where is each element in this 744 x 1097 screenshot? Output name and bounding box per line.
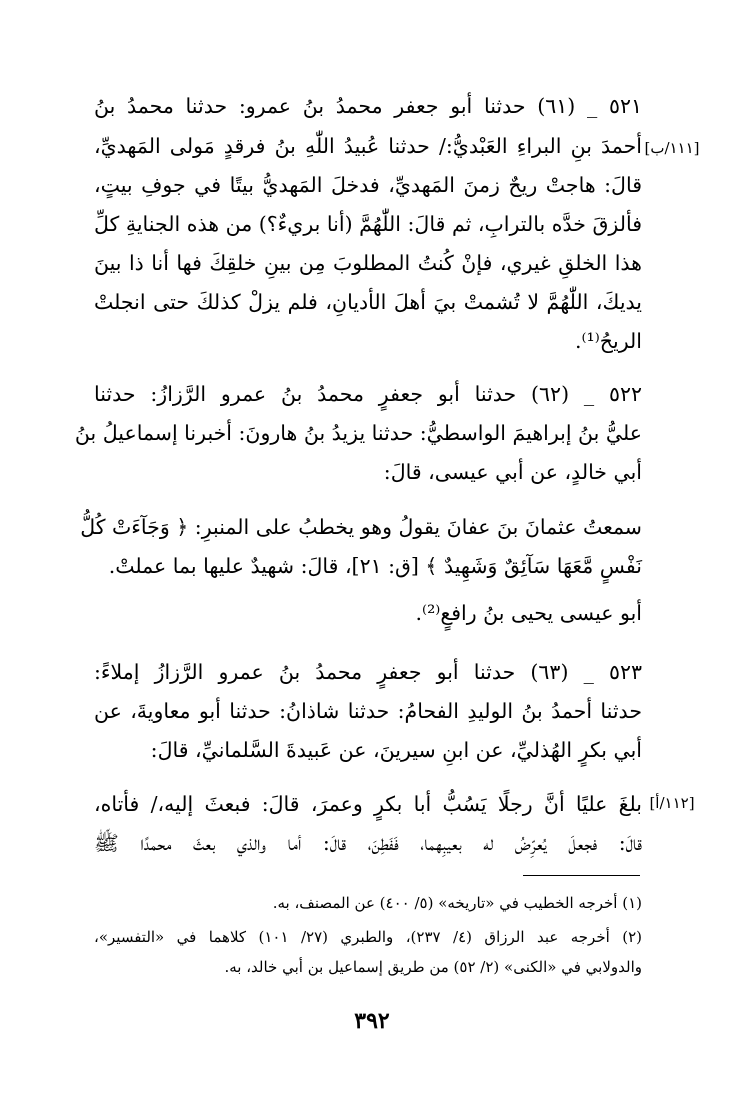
footnote-divider xyxy=(523,875,640,876)
text-line: سمعتُ عثمانَ بنَ عفانَ يقولُ وهو يخطبُ على المنبرِ: ﴿ وَجَآءَتْ كُلُّ xyxy=(80,515,642,539)
footnote-line: (١) أخرجه الخطيب في «تاريخه» (٥/ ٤٠٠) عن المصنف، به. xyxy=(272,894,642,912)
text-line: أحمدَ بنِ البراءِ العَبْديُّ:/ حدثنا عُبيدُ اللّٰهِ بنُ فرقدٍ مَولى المَهديِّ، xyxy=(94,134,642,158)
hadith-523-matn xyxy=(94,792,642,870)
hadith-521 xyxy=(94,94,642,368)
footnotes xyxy=(94,893,642,987)
text-line: أبو عيسى يحيى بنُ رافعٍ⁽²⁾. xyxy=(415,601,642,625)
text-line: يديكَ، اللّٰهُمَّ لا تُشمتْ بيَ أهلَ الأديانِ، فلم يزلْ كذلكَ حتى انجلتْ xyxy=(94,290,642,314)
hadith-522-note xyxy=(94,601,642,640)
text-line: أبي خالدٍ، عن أبي عيسى، قالَ: xyxy=(383,460,642,484)
text-line: الريحُ⁽¹⁾. xyxy=(574,329,642,353)
text-line: حدثنا أحمدُ بنُ الوليدِ الفحامُ: حدثنا شاذانُ: حدثنا أبو معاويةَ، عن xyxy=(94,699,642,723)
text-line: ٥٢٢ _ (٦٢) حدثنا أبو جعفرٍ محمدُ بنُ عمرو الرَّزازُ: حدثنا xyxy=(94,382,642,406)
text-line: قالَ: هاجتْ ريحٌ زمنَ المَهديِّ، فدخلَ المَهديُّ بيتًا في جوفِ بيتٍ، xyxy=(94,173,642,197)
text-line: فألزقَ خدَّه بالترابِ، ثم قالَ: اللّٰهُمَّ (أنا بريءٌ؟) من هذه الجنايةِ كلِّ xyxy=(94,212,642,236)
text-line: عليُّ بنُ إبراهيمَ الواسطيُّ: حدثنا يزيدُ بنُ هارونَ: أخبرنا إسماعيلُ بنُ xyxy=(74,421,642,445)
text-line: ٥٢١ _ (٦١) حدثنا أبو جعفر محمدُ بنُ عمرو: حدثنا محمدُ بنُ xyxy=(94,94,642,118)
text-line: هذا الخلقِ غيري، فإنْ كُنتُ المطلوبَ مِن بينِ خلقِكَ فها أنا ذا بينَ xyxy=(94,251,642,275)
text-line: ٥٢٣ _ (٦٣) حدثنا أبو جعفرٍ محمدُ بنُ عمرو الرَّزازُ إملاءً: xyxy=(94,660,642,684)
hadith-523 xyxy=(94,660,642,777)
margin-note-folio: [١١٢/أ] xyxy=(649,794,695,812)
text-line: نَفْسٍ مَّعَهَا سَآئِقٌ وَشَهِيدٌ ﴾ [ق: ٢١]، قالَ: شهيدٌ عليها بما عملتْ. xyxy=(108,554,642,578)
text-line: قالَ: فجعلَ يُعرِّضُ له بعيبِهما، فَفَطِنَ، قالَ: أما والذي بعثَ محمدًا ﷺ xyxy=(94,831,642,855)
footnote-line: والدولابي في «الكنى» (٢/ ٥٢) من طريق إسماعيل بن أبي خالد، به. xyxy=(224,958,642,976)
margin-note-folio: [١١١/ب] xyxy=(644,139,700,157)
page-number: ٣٩٢ xyxy=(354,1008,390,1034)
hadith-522-matn xyxy=(80,515,642,593)
text-line: بلغَ عليًا أنَّ رجلًا يَسُبُّ أبا بكرٍ وعمرَ، قالَ: فبعثَ إليه،/ فأتاه، xyxy=(94,792,642,816)
text-line: أبي بكرٍ الهُذليِّ، عن ابنِ سيرينَ، عن عَبيدةَ السَّلمانيِّ، قالَ: xyxy=(150,738,642,762)
footnote-line: (٢) أخرجه عبد الرزاق (٤/ ٢٣٧)، والطبري (٢٧/ ١٠١) كلاهما في «التفسير»، xyxy=(94,928,642,946)
hadith-522 xyxy=(74,382,642,499)
